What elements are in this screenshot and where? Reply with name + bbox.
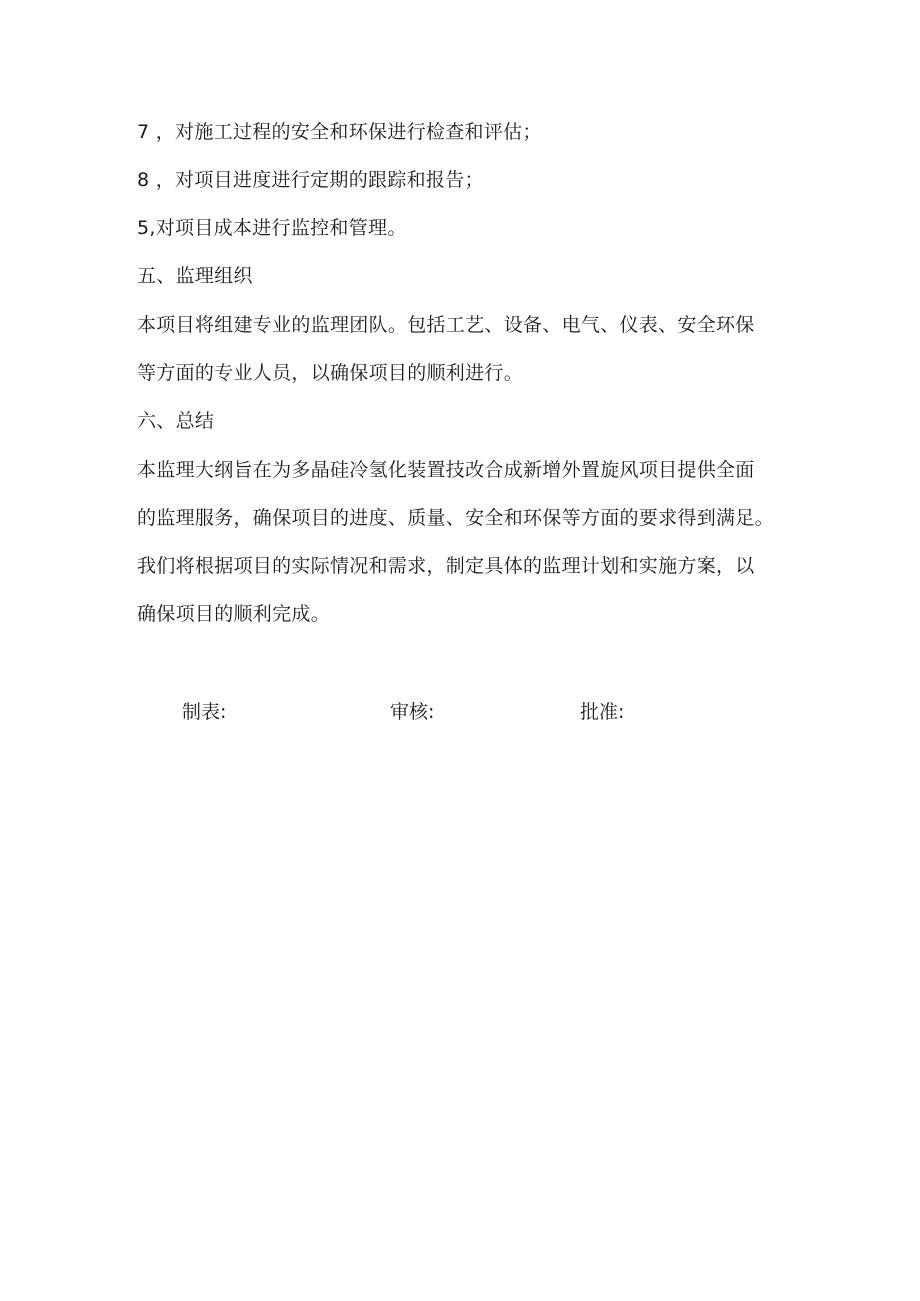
summary-paragraph-line-1: 本监理大纲旨在为多晶硅冷氢化装置技改合成新增外置旋风项目提供全面 xyxy=(137,459,755,481)
section-heading-summary: 六、总结 xyxy=(137,410,215,432)
summary-paragraph-line-3: 我们将根据项目的实际情况和需求，制定具体的监理计划和实施方案，以 xyxy=(137,555,755,577)
organization-paragraph-line-1: 本项目将组建专业的监理团队。包括工艺、设备、电气、仪表、安全环保 xyxy=(137,314,755,336)
approved-by-label: 批准: xyxy=(580,701,625,723)
section-heading-organization: 五、监理组织 xyxy=(137,265,253,287)
reviewed-by-label: 审核: xyxy=(390,701,435,723)
list-item-7: 7 ，对施工过程的安全和环保进行检查和评估； xyxy=(137,121,542,143)
summary-paragraph-line-2: 的监理服务，确保项目的进度、质量、安全和环保等方面的要求得到满足。 xyxy=(137,507,774,529)
organization-paragraph-line-2: 等方面的专业人员，以确保项目的顺利进行。 xyxy=(137,362,524,384)
list-item-5: 5,对项目成本进行监控和管理。 xyxy=(137,217,407,239)
list-item-8: 8 ，对项目进度进行定期的跟踪和报告； xyxy=(137,169,484,191)
prepared-by-label: 制表: xyxy=(182,701,227,723)
summary-paragraph-line-4: 确保项目的顺利完成。 xyxy=(137,603,331,625)
